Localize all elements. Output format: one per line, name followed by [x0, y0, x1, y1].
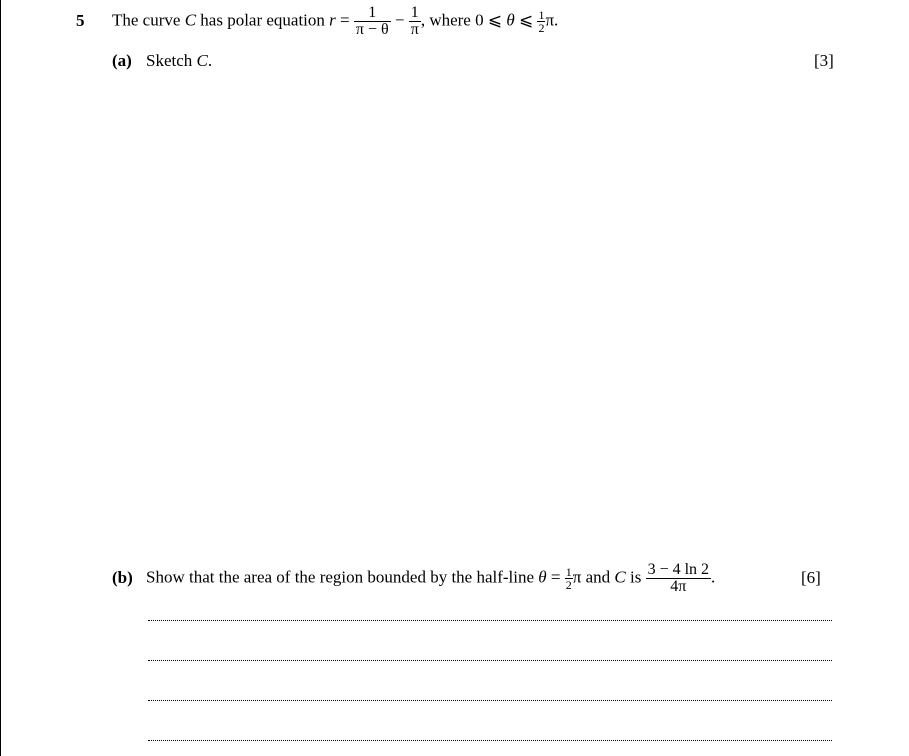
part-a-marks: [3]: [814, 51, 834, 70]
question-number: 5: [76, 11, 85, 30]
fraction-denominator: π − θ: [355, 21, 389, 38]
part-b-text-2: π and: [572, 567, 615, 587]
answer-line[interactable]: [148, 700, 832, 701]
intro-r-symbol: r: [329, 10, 336, 30]
intro-minus: −: [390, 10, 409, 30]
fraction-denominator: 4π: [670, 578, 687, 595]
part-a-prompt: [146, 51, 212, 71]
question-intro: [112, 5, 558, 38]
intro-text-1: The curve: [112, 10, 185, 30]
fraction-numerator: 1: [538, 8, 545, 22]
answer-line[interactable]: [148, 740, 832, 741]
intro-curve-symbol: C: [184, 10, 197, 30]
page-left-border: [0, 0, 1, 756]
fraction-denominator: π: [410, 21, 419, 38]
part-b-equals: =: [546, 567, 565, 587]
part-a-period: .: [207, 51, 213, 70]
fraction-numerator: 1: [354, 5, 391, 22]
part-a-label: (a): [112, 51, 132, 70]
intro-text-4: ⩽: [514, 10, 538, 30]
intro-text-3: , where 0 ⩽: [420, 10, 507, 30]
part-b-curve-symbol: C: [614, 567, 626, 587]
fraction-numerator: 1: [409, 5, 421, 22]
fraction-denominator: 2: [538, 21, 545, 35]
part-b-text-3: is: [625, 567, 646, 587]
part-b-period: .: [711, 567, 716, 587]
fraction-numerator: 1: [565, 565, 572, 579]
part-b-marks: [6]: [801, 568, 821, 587]
part-b-prompt: [146, 562, 715, 595]
intro-theta-symbol: θ: [506, 10, 515, 30]
fraction-one-over-pi: [409, 5, 421, 38]
fraction-numerator: 3 − 4 ln 2: [647, 561, 710, 578]
part-b-label: (b): [112, 568, 133, 587]
answer-line[interactable]: [148, 620, 832, 621]
intro-text-5: π.: [545, 10, 559, 30]
part-a-curve-symbol: C: [196, 51, 208, 70]
fraction-one-over-pi-minus-theta: [354, 5, 391, 38]
fraction-one-half: [565, 566, 573, 591]
part-a-text: Sketch: [146, 51, 197, 70]
intro-text-2: has polar equation: [196, 10, 330, 30]
part-b-theta-symbol: θ: [538, 567, 547, 587]
intro-equals: =: [335, 10, 354, 30]
part-b-text-1: Show that the area of the region bounded by the half-line: [146, 567, 539, 587]
answer-line[interactable]: [148, 660, 832, 661]
fraction-denominator: 2: [565, 578, 572, 592]
fraction-area-result: [646, 562, 711, 595]
